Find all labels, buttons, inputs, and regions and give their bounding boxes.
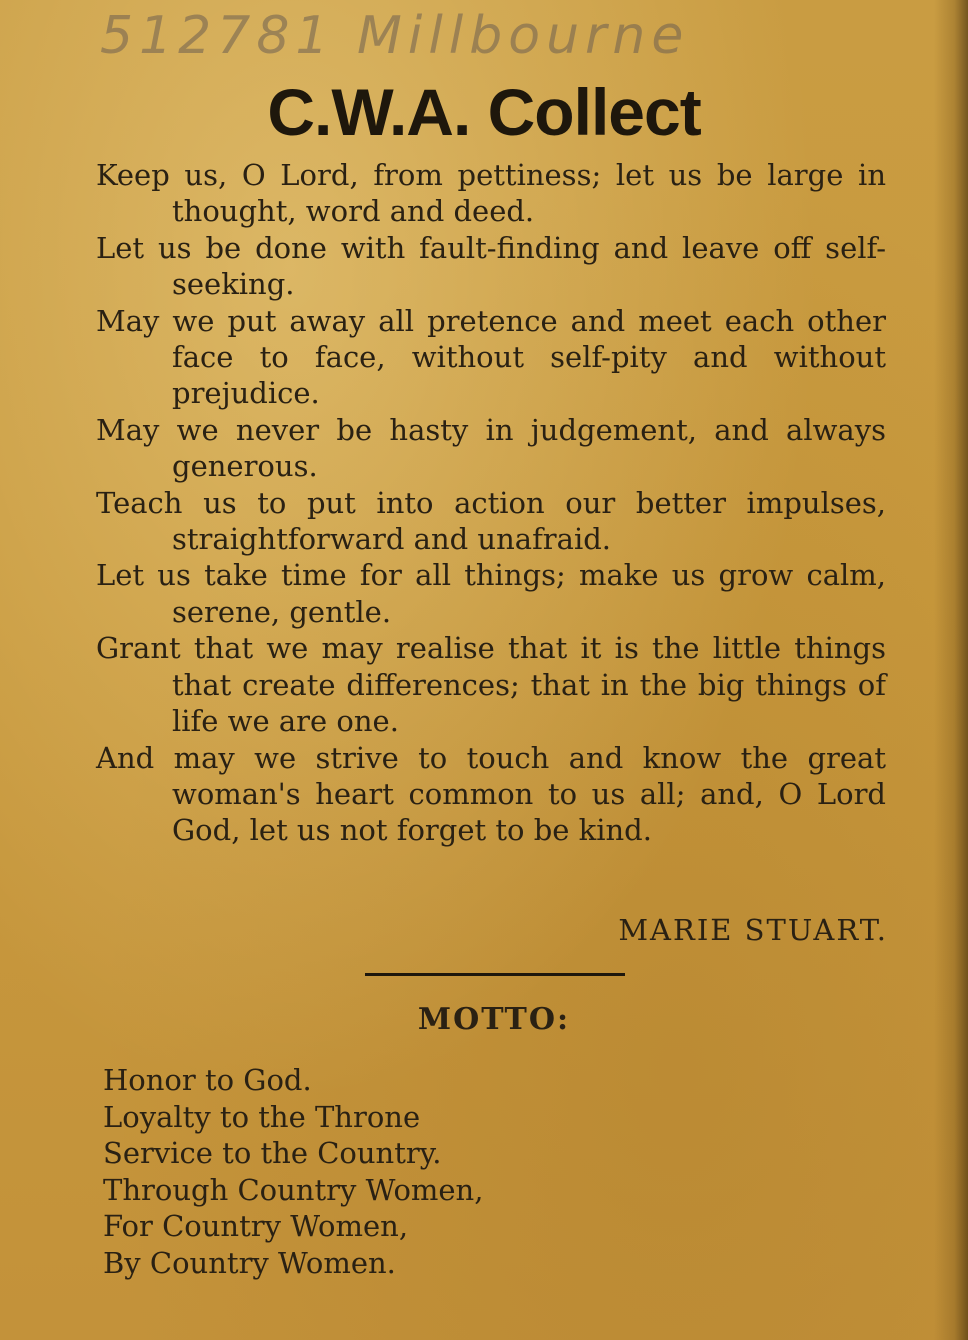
- collect-verse: And may we strive to touch and know the great woman's heart common to us all; and, O Lord God, let us not forget to be kind.: [96, 740, 886, 848]
- motto-list: [103, 1062, 803, 1282]
- collect-verse: Keep us, O Lord, from pettiness; let us be large in thought, word and deed.: [96, 158, 886, 229]
- handwritten-pencil-note: 512781 Millbourne: [100, 6, 690, 66]
- author-signature: MARIE STUART.: [618, 913, 888, 947]
- motto-line: Honor to God.: [103, 1063, 312, 1097]
- motto-line: By Country Women.: [103, 1245, 396, 1280]
- collect-verse: Let us take time for all things; make us grow calm, serene, gentle.: [96, 558, 886, 629]
- page-title: C.W.A. Collect: [267, 75, 701, 149]
- collect-verse: May we put away all pretence and meet each other face to face, without self-pity and without prejudice.: [96, 303, 886, 411]
- motto-line: Service to the Country.: [103, 1136, 442, 1171]
- section-divider: [365, 973, 625, 976]
- card-edge-shadow: [934, 0, 968, 1340]
- motto-line: For Country Women,: [103, 1209, 409, 1244]
- collect-text: [96, 157, 886, 849]
- motto-heading: MOTTO:: [417, 1002, 571, 1037]
- motto-line: Through Country Women,: [103, 1172, 484, 1207]
- collect-verse: May we never be hasty in judgement, and always generous.: [96, 412, 886, 484]
- motto-line: Loyalty to the Throne: [103, 1099, 421, 1134]
- collect-verse: Grant that we may realise that it is the little things that create differences; that in the big things of life we are one.: [96, 631, 886, 739]
- collect-verse: Teach us to put into action our better impulses, straightforward and unafraid.: [96, 485, 886, 557]
- collect-verse: Let us be done with fault-finding and leave off self-seeking.: [96, 230, 886, 302]
